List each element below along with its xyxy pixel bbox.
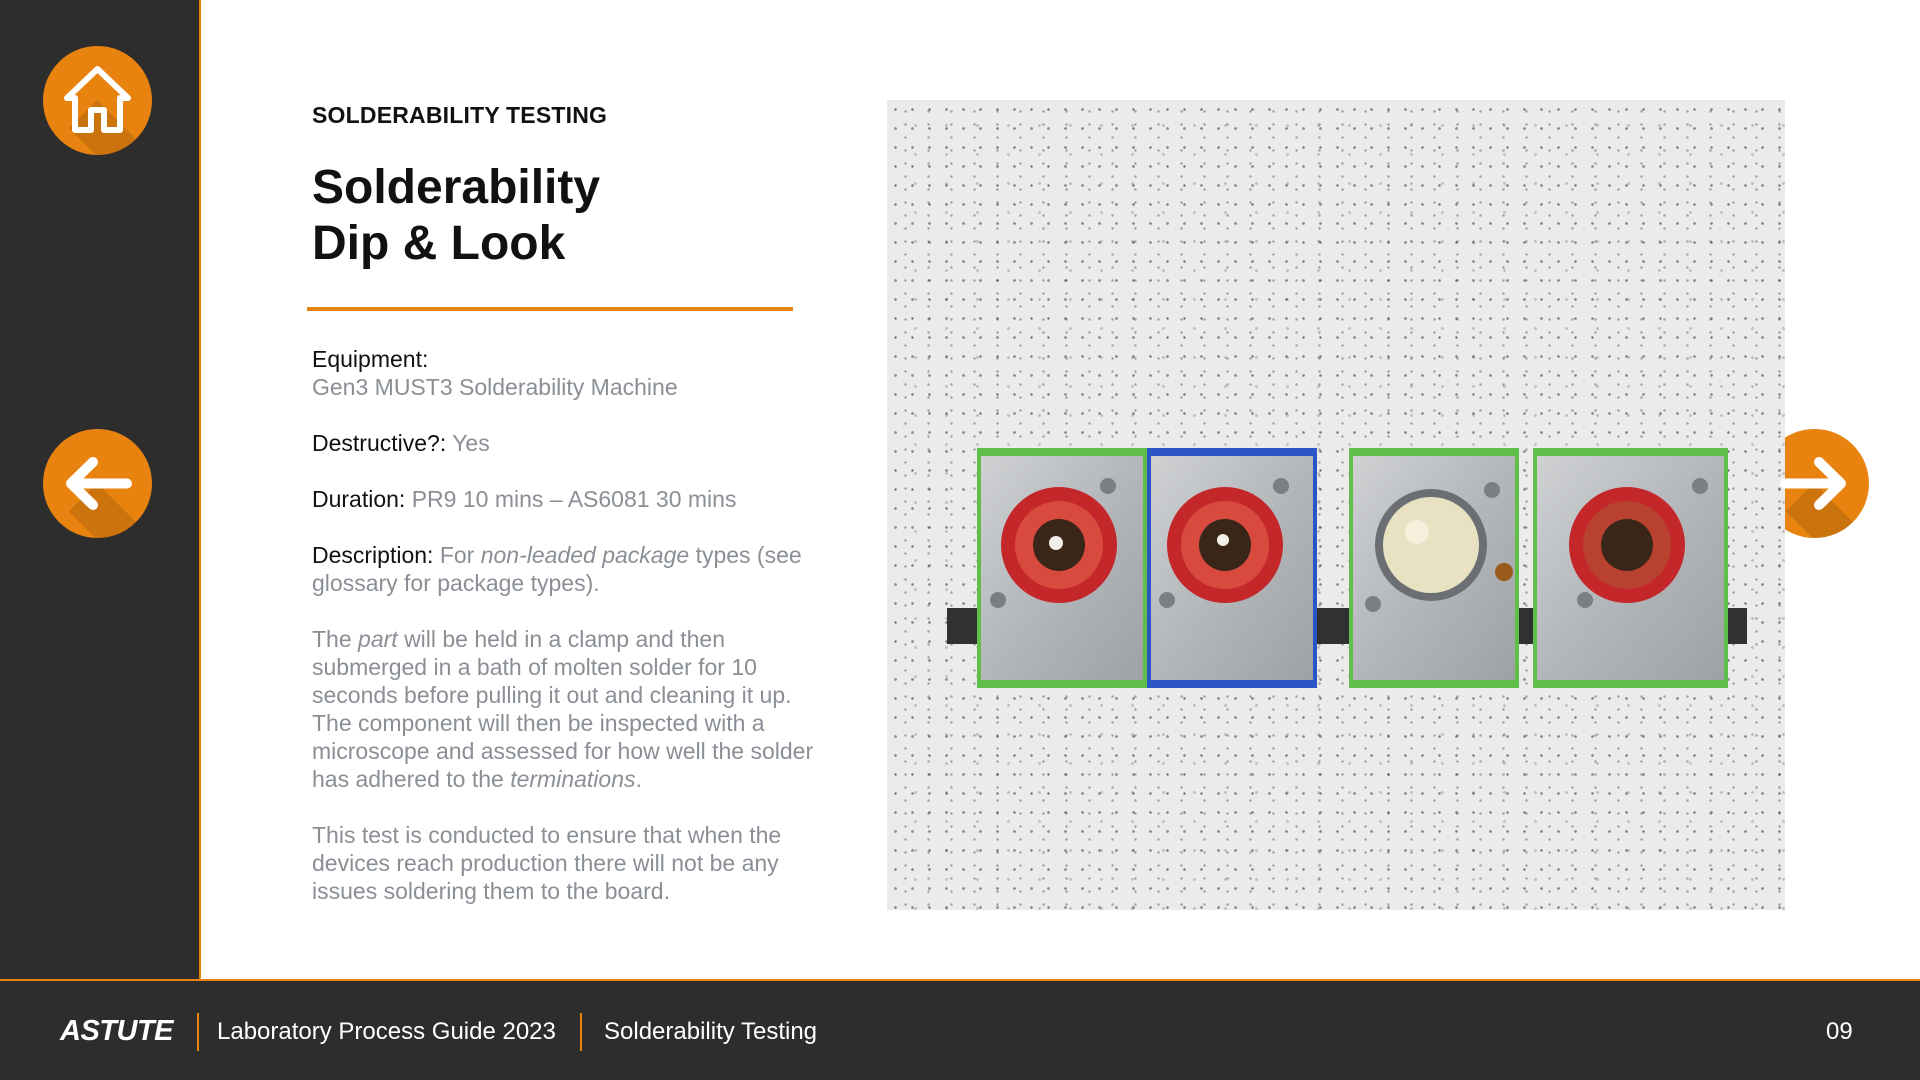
description-block [312, 541, 832, 597]
equipment-label: Equipment: [312, 346, 429, 372]
duration-value: PR9 10 mins – AS6081 30 mins [411, 486, 737, 512]
solder-pot-modules-illustration [887, 100, 1785, 910]
title-divider [307, 307, 793, 311]
footer-section-name: Solderability Testing [604, 1018, 818, 1045]
duration-block [312, 485, 832, 513]
footer-separator [197, 1013, 199, 1051]
destructive-label: Destructive?: [312, 430, 447, 456]
process-paragraph [312, 625, 832, 793]
title-line-1: Solderability [312, 161, 601, 214]
home-button[interactable] [43, 46, 152, 155]
page-number: 09 [1826, 1018, 1853, 1045]
section-label: SOLDERABILITY TESTING [312, 102, 608, 128]
process-text-1: The [312, 626, 352, 652]
description-emphasis: non-leaded package [480, 542, 690, 568]
destructive-block [312, 429, 832, 457]
description-label: Description: [312, 542, 434, 568]
arrow-left-icon [43, 429, 152, 538]
process-emphasis-terminations: terminations [510, 766, 636, 792]
process-emphasis-part: part [358, 626, 398, 652]
previous-page-button[interactable] [43, 429, 152, 538]
astute-logo: ASTUTE [60, 1015, 173, 1047]
purpose-paragraph: This test is conducted to ensure that when the devices reach production there will not be any issues soldering them to the board. [312, 822, 782, 904]
footer [0, 979, 1920, 1080]
page-title [312, 160, 600, 272]
description-text-2: types (see glossary for package types). [312, 542, 802, 596]
footer-guide-title: Laboratory Process Guide 2023 [217, 1018, 556, 1045]
solderability-machine-photo [887, 100, 1785, 910]
duration-label: Duration: [312, 486, 406, 512]
destructive-value: Yes [452, 430, 490, 456]
home-icon [43, 46, 152, 155]
content-body [312, 345, 832, 933]
process-text-3: . [635, 766, 642, 792]
process-text-2: will be held in a clamp and then submerged in a bath of molten solder for 10 seconds before pulling it out and cleaning it up. The component will then be inspected with a microscope and assessed for how well the solder has adhered to the [312, 626, 814, 792]
equipment-block [312, 345, 832, 401]
equipment-value: Gen3 MUST3 Solderability Machine [312, 374, 678, 400]
description-text-1: For [439, 542, 475, 568]
title-line-2: Dip & Look [312, 217, 566, 270]
next-page-button[interactable] [1760, 429, 1869, 538]
footer-separator [580, 1013, 582, 1051]
arrow-right-icon [1760, 429, 1869, 538]
